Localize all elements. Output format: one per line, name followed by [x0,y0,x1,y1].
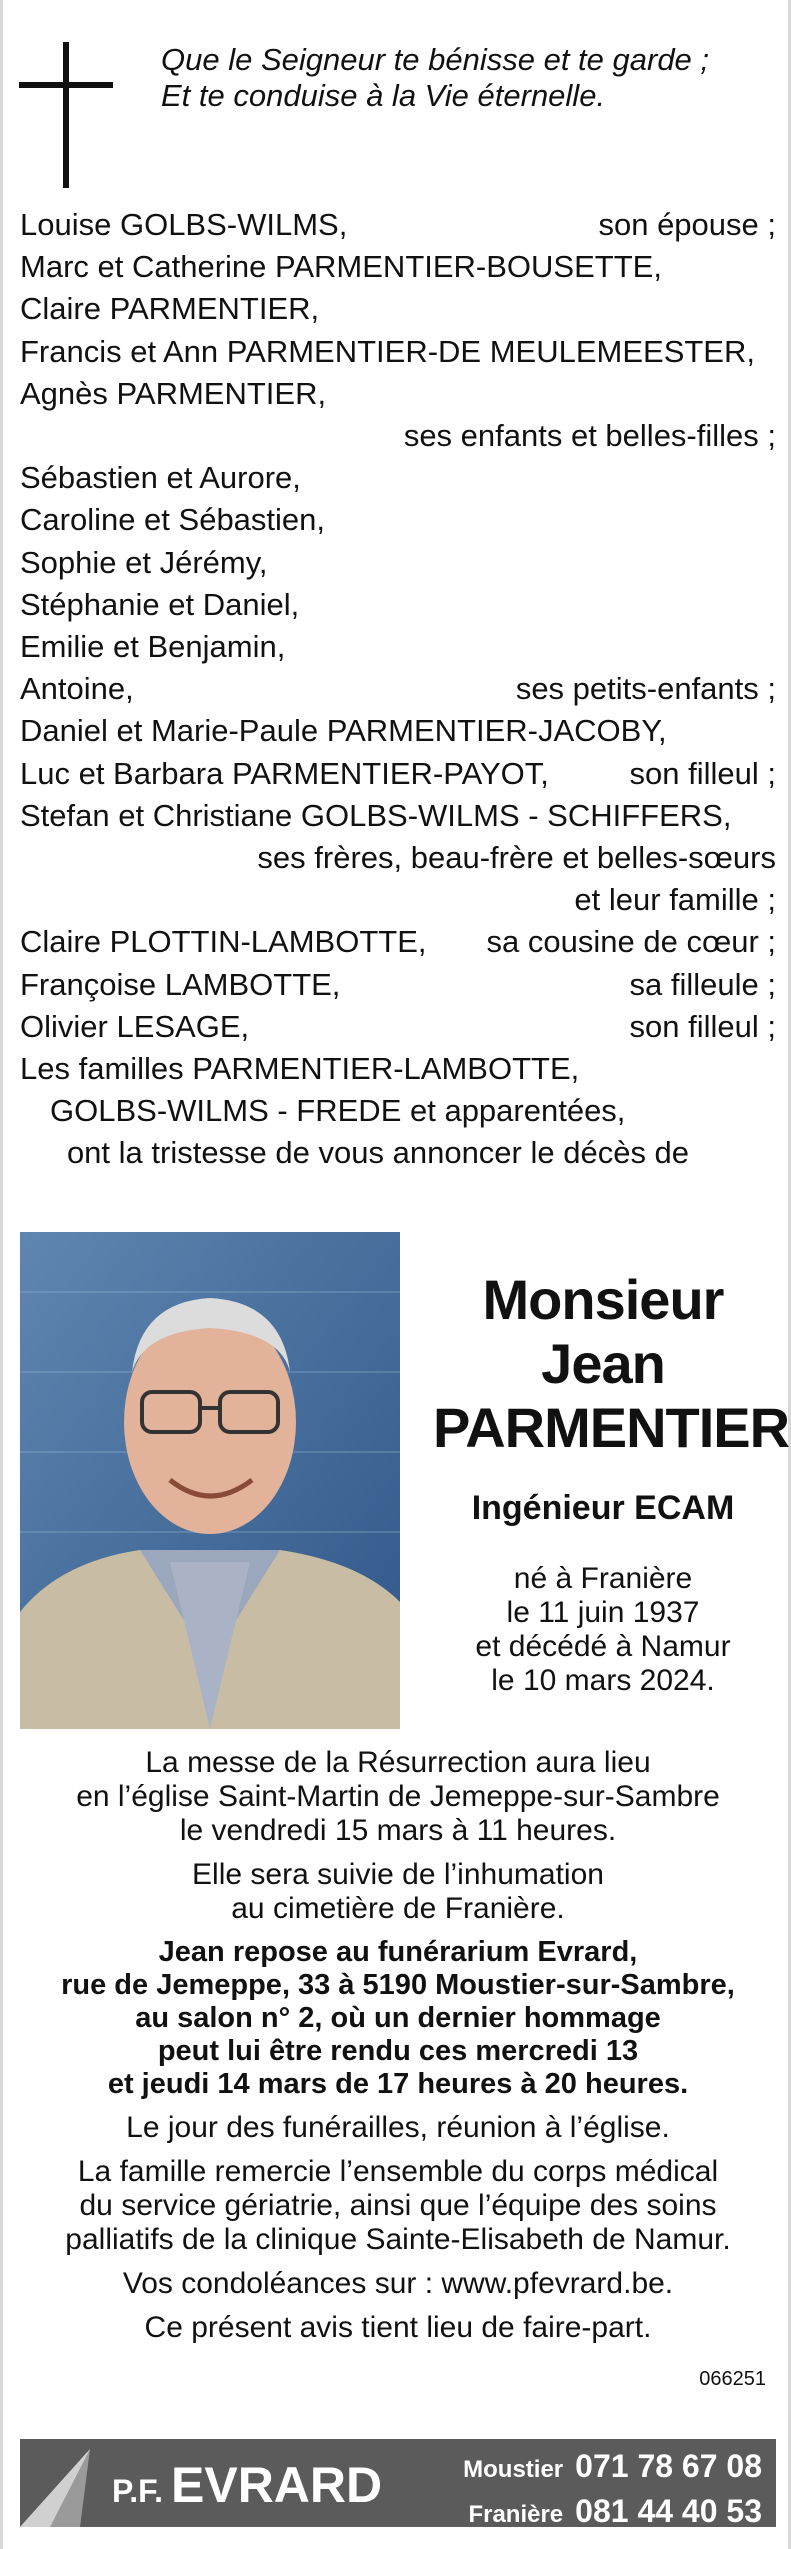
text-line: La famille remercie l’ensemble du corps médical [77,2155,719,2188]
honorific: Monsieur [482,1268,724,1331]
text-line: La messe de la Résurrection aura lieu [145,1746,651,1779]
text-line: rue de Jemeppe, 33 à 5190 Moustier-sur-Sambre, [61,1969,735,2001]
burial-info [20,1858,776,1926]
profession: Ingénieur ECAM [471,1489,735,1527]
phone-place: Moustier [463,2456,564,2483]
family-row [20,753,776,795]
brand-prefix: P.F. [112,2473,163,2509]
text-line: peut lui être rendu ces mercredi 13 [157,2035,639,2067]
family-list [20,204,776,1175]
family-name: Claire PARMENTIER, [20,291,320,327]
visitation-info [20,1936,776,2101]
prayer-verse [161,42,709,114]
last-name: PARMENTIER [433,1396,790,1459]
family-name: Les familles PARMENTIER-LAMBOTTE, [20,1051,580,1087]
family-relation: son filleul ; [629,1008,776,1044]
family-row [20,204,776,246]
text-line: au salon n° 2, où un dernier hommage [135,2002,661,2034]
family-row [20,1006,776,1048]
family-name: Stéphanie et Daniel, [20,586,300,622]
text-line: Elle sera suivie de l’inhumation [192,1858,604,1891]
mass-info [20,1746,776,1848]
deceased-block [433,1268,790,1698]
family-name: Sophie et Jérémy, [20,544,268,580]
family-name: Caroline et Sébastien, [20,502,326,538]
family-name: Louise GOLBS-WILMS, [20,207,348,242]
family-relation: sa filleule ; [629,966,776,1002]
notice-info: Ce présent avis tient lieu de faire-part. [144,2311,652,2344]
text-line: du service gériatrie, ainsi que l’équipe des soins [79,2189,717,2222]
funeral-home-banner [20,2439,776,2527]
first-name: Jean [541,1332,665,1395]
date-line: né à Franière [513,1562,693,1595]
family-name: Francis et Ann PARMENTIER-DE MEULEMEESTER, [20,333,755,369]
family-row [20,921,776,963]
text-line: au cimetière de Franière. [231,1892,565,1925]
date-line: le 10 mars 2024. [491,1664,715,1697]
phone-line [463,2492,762,2527]
phone-line [463,2447,762,2492]
phone-number: 071 78 67 08 [575,2448,762,2484]
family-name: Emilie et Benjamin, [20,629,286,665]
text-line: Jean repose au funérarium Evrard, [158,1936,638,1968]
family-name: Agnès PARMENTIER, [20,375,327,411]
family-relation: et leur famille ; [574,882,776,918]
thanks-info [20,2155,776,2257]
family-name: Daniel et Marie-Paule PARMENTIER-JACOBY, [20,713,667,749]
family-name: Antoine, [20,671,134,707]
text-line: le vendredi 15 mars à 11 heures. [179,1814,617,1847]
family-row [20,668,776,710]
reference-number: 066251 [699,2368,766,2390]
family-name: Marc et Catherine PARMENTIER-BOUSETTE, [20,249,662,285]
condolences-info: Vos condoléances sur : www.pfevrard.be. [122,2267,674,2300]
family-name: Sébastien et Aurore, [20,460,301,496]
life-dates [433,1562,773,1698]
family-row [20,964,776,1006]
prayer-line: Que le Seigneur te bénisse et te garde ; [161,42,710,77]
family-name: Claire PLOTTIN-LAMBOTTE, [20,924,427,960]
family-name: Françoise LAMBOTTE, [20,966,341,1002]
family-relation: son épouse ; [598,207,776,242]
family-name: Luc et Barbara PARMENTIER-PAYOT, [20,755,549,791]
brand-main: EVRARD [171,2457,383,2513]
cross-icon [19,42,113,188]
phone-number: 081 44 40 53 [575,2493,762,2527]
date-line: et décédé à Namur [475,1630,731,1663]
ceremony-details [20,1746,776,2355]
family-relation: sa cousine de cœur ; [486,924,776,960]
family-relation: ses petits-enfants ; [515,671,776,707]
family-name: Stefan et Christiane GOLBS-WILMS - SCHIFFERS, [20,797,732,833]
text-line: et jeudi 14 mars de 17 heures à 20 heures. [107,2068,689,2100]
date-line: le 11 juin 1937 [506,1596,700,1629]
text-line: en l’église Saint-Martin de Jemeppe-sur-Sambre [76,1780,720,1813]
family-name: Olivier LESAGE, [20,1008,250,1044]
leaf-logo-icon [20,2439,110,2527]
portrait-photo [20,1232,400,1729]
reunion-info: Le jour des funérailles, réunion à l’église. [126,2111,670,2144]
text-line: palliatifs de la clinique Sainte-Elisabeth de Namur. [65,2223,731,2256]
announcement: ont la tristesse de vous annoncer le décès de [66,1135,690,1171]
phone-list [463,2447,762,2527]
family-relation: ses frères, beau-frère et belles-sœurs [257,840,776,876]
family-relation: son filleul ; [629,755,776,791]
family-relation: ses enfants et belles-filles ; [403,418,776,454]
prayer-line: Et te conduise à la Vie éternelle. [161,78,606,113]
phone-place: Franière [468,2501,564,2527]
family-name: GOLBS-WILMS - FREDE et apparentées, [50,1093,626,1129]
brand-name [112,2455,382,2521]
